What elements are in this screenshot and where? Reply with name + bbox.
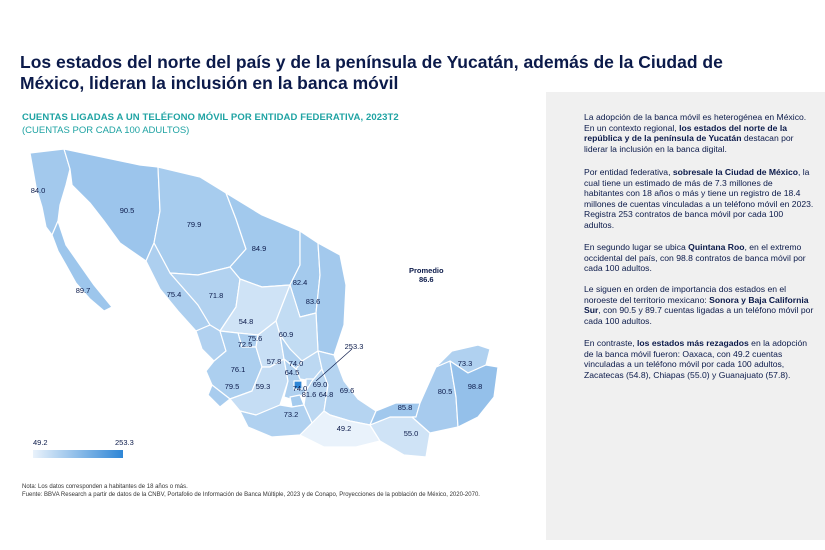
region-sonora	[64, 149, 160, 261]
region-value-label: 98.8	[467, 382, 483, 391]
legend-gradient-bar	[33, 450, 123, 458]
mexico-map	[0, 135, 540, 470]
region-value-label: 85.8	[397, 403, 413, 412]
region-value-label: 64.8	[318, 390, 334, 399]
panel-paragraph-1: La adopción de la banca móvil es heterogénea en México. En un contexto regional, los estados del norte de la república y de la península de Yucatán destacan por liderar la inclusión en la banca digital.	[584, 112, 807, 154]
region-value-label: 69.6	[339, 386, 355, 395]
region-value-label: 79.5	[224, 382, 240, 391]
chart-title: CUENTAS LIGADAS A UN TELÉFONO MÓVIL POR ENTIDAD FEDERATIVA, 2023T2	[22, 112, 399, 123]
region-value-label: 74.0	[292, 384, 308, 393]
source-note: Fuente: BBVA Research a partir de datos de la CNBV, Portafolio de Información de Banca Múltiple, 2023 y de Conapo, Proyecciones de la población de México, 2020-2070.	[22, 492, 480, 498]
average-label-text: Promedio	[409, 266, 444, 275]
region-value-label: 73.2	[283, 410, 299, 419]
legend-max: 253.3	[115, 438, 134, 447]
region-value-label: 72.5	[237, 340, 253, 349]
region-value-label: 71.8	[208, 291, 224, 300]
commentary-panel	[546, 92, 825, 540]
region-value-label: 84.9	[251, 244, 267, 253]
map-regions	[30, 149, 498, 457]
region-value-label: 90.5	[119, 206, 135, 215]
region-value-label: 49.2	[336, 424, 352, 433]
region-value-label: 81.6	[301, 390, 317, 399]
region-value-label: 64.5	[284, 368, 300, 377]
region-value-label: 75.6	[247, 334, 263, 343]
average-value: 86.6	[418, 275, 434, 284]
region-value-label: 80.5	[437, 387, 453, 396]
region-value-label: 55.0	[403, 429, 419, 438]
region-quintana-roo	[450, 361, 498, 427]
region-value-label: 82.4	[292, 278, 308, 287]
region-value-label: 60.9	[278, 330, 294, 339]
region-baja-california-sur	[52, 221, 112, 311]
region-value-label: 84.0	[30, 186, 46, 195]
region-value-label: 89.7	[75, 286, 91, 295]
panel-paragraph-4: Le siguen en orden de importancia dos estados en el noroeste del territorio mexicano: Sonora y Baja California Sur, con 90.5 y 89.7 cuentas ligadas a un teléfono móvil por cada 100 adultos.	[584, 284, 814, 326]
region-value-label: 83.6	[305, 297, 321, 306]
region-value-label: 54.8	[238, 317, 254, 326]
region-value-label: 59.3	[255, 382, 271, 391]
panel-paragraph-3: En segundo lugar se ubica Quintana Roo, en el extremo occidental del país, con 98.8 contratos de banca móvil por cada 100 adultos.	[584, 242, 806, 274]
region-value-label: 75.4	[166, 290, 182, 299]
region-value-label: 57.8	[266, 357, 282, 366]
region-value-label: 253.3	[344, 342, 364, 351]
region-value-label: 79.9	[186, 220, 202, 229]
page-title: Los estados del norte del país y de la península de Yucatán, además de la Ciudad de México, lideran la inclusión en la banca móvil	[20, 52, 723, 93]
region-tamaulipas	[316, 243, 346, 355]
region-campeche	[412, 361, 458, 433]
average-label	[409, 266, 444, 284]
footnote: Nota: Los datos corresponden a habitantes de 18 años o más.	[22, 484, 188, 490]
region-value-label: 74.0	[288, 359, 304, 368]
region-value-label: 76.1	[230, 365, 246, 374]
region-value-label: 73.3	[457, 359, 473, 368]
panel-paragraph-2: Por entidad federativa, sobresale la Ciudad de México, la cual tiene un estimado de más de 7.3 millones de habitantes con 18 años o más y tiene un registro de 18.4 millones de cuentas vinculadas a un teléfono móvil en 2023. Registra 253 contratos de banca móvil por cada 100 adultos.	[584, 167, 814, 230]
chart-subtitle: (CUENTAS POR CADA 100 ADULTOS)	[22, 125, 190, 136]
region-value-label: 69.0	[312, 380, 328, 389]
legend-min: 49.2	[33, 438, 48, 447]
panel-paragraph-5: En contraste, los estados más rezagados en la adopción de la banca móvil fueron: Oaxaca, con 49.2 cuentas vinculadas a un teléfono móvil por cada 100 adultos, Zacatecas (54.8), Chiapas (55.0) y Guanajuato (57.8).	[584, 338, 808, 380]
